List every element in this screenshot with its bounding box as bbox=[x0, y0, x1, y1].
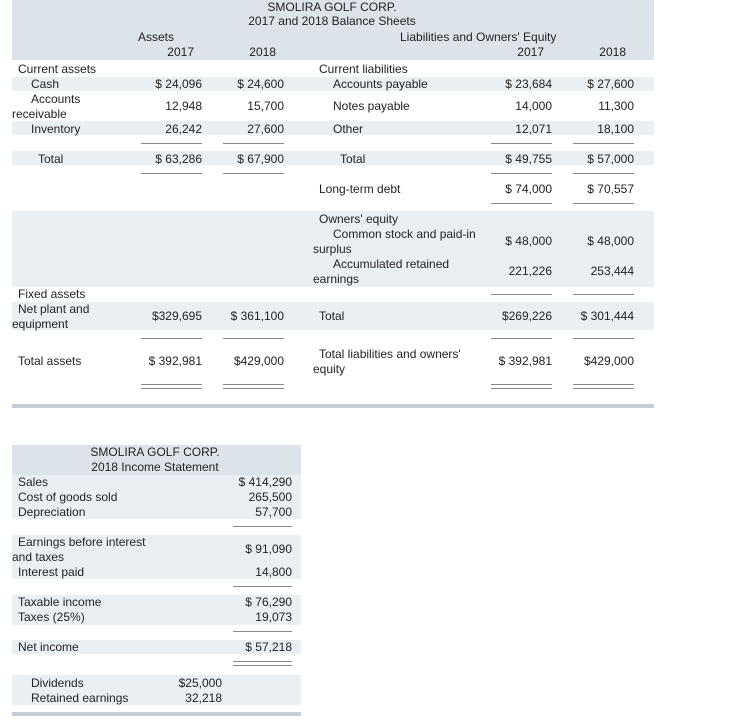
rule bbox=[233, 586, 292, 587]
ebit-value: $ 91,090 bbox=[245, 542, 292, 556]
total-le-2017: $269,226 bbox=[501, 309, 552, 323]
common-2018: $ 48,000 bbox=[587, 234, 634, 248]
income-bottom-bar bbox=[12, 712, 301, 716]
rule bbox=[573, 384, 634, 385]
retained-label-line1: Accumulated retained bbox=[333, 257, 450, 271]
balance-title: SMOLIRA GOLF CORP. bbox=[267, 0, 397, 14]
total-lo-label-line2: equity bbox=[313, 362, 346, 376]
other-label: Other bbox=[333, 122, 364, 136]
total-cl-2017: $ 49,755 bbox=[505, 152, 552, 166]
inventory-2017: 26,242 bbox=[165, 122, 202, 136]
income-subtitle: 2018 Income Statement bbox=[91, 460, 219, 474]
ltd-2018: $ 70,557 bbox=[587, 182, 634, 196]
rule bbox=[223, 173, 284, 174]
common-label-line1: Common stock and paid-in bbox=[333, 227, 476, 241]
inventory-2018: 27,600 bbox=[247, 122, 284, 136]
rule bbox=[223, 143, 284, 144]
ar-label-line2: receivable bbox=[12, 107, 67, 121]
rule bbox=[491, 384, 552, 385]
assets-header: Assets bbox=[138, 30, 175, 44]
rule bbox=[223, 384, 284, 385]
ltd-label: Long-term debt bbox=[319, 182, 401, 196]
net-income-label: Net income bbox=[18, 640, 79, 654]
total-cl-label: Total bbox=[340, 152, 366, 166]
rule bbox=[141, 173, 202, 174]
year-2018-assets: 2018 bbox=[249, 45, 276, 59]
ap-2018: $ 27,600 bbox=[587, 77, 634, 91]
rule bbox=[141, 143, 202, 144]
owners-equity-label: Owners' equity bbox=[319, 212, 398, 226]
rule bbox=[491, 173, 552, 174]
current-assets-label: Current assets bbox=[18, 62, 97, 76]
cash-label: Cash bbox=[31, 77, 60, 91]
liabilities-header: Liabilities and Owners' Equity bbox=[400, 30, 557, 44]
dividends-value: $25,000 bbox=[178, 676, 222, 690]
retained-2018: 253,444 bbox=[590, 264, 634, 278]
total-assets-2018: $429,000 bbox=[233, 354, 284, 368]
ar-label-line1: Accounts bbox=[31, 92, 81, 106]
cash-2017: $ 24,096 bbox=[155, 77, 202, 91]
rule bbox=[141, 388, 202, 389]
income-title: SMOLIRA GOLF CORP. bbox=[90, 445, 220, 459]
inventory-label: Inventory bbox=[31, 122, 81, 136]
rule bbox=[573, 388, 634, 389]
rule bbox=[233, 631, 292, 632]
common-label-line2: surplus bbox=[313, 242, 352, 256]
taxable-value: $ 76,290 bbox=[245, 595, 292, 609]
total-current-assets-label: Total bbox=[38, 152, 64, 166]
total-lo-2017: $ 392,981 bbox=[498, 354, 552, 368]
total-le-2018: $ 301,444 bbox=[580, 309, 634, 323]
dep-label: Depreciation bbox=[18, 505, 86, 519]
rule bbox=[141, 338, 202, 339]
total-assets-label: Total assets bbox=[18, 354, 82, 368]
ebit-label-line1: Earnings before interest bbox=[18, 535, 146, 549]
total-lo-label-line1: Total liabilities and owners' bbox=[319, 347, 461, 361]
np-2017: 14,000 bbox=[515, 99, 552, 113]
rule bbox=[491, 143, 552, 144]
row-band bbox=[12, 151, 654, 165]
total-assets-2017: $ 392,981 bbox=[148, 354, 202, 368]
cogs-value: 265,500 bbox=[248, 490, 292, 504]
ap-2017: $ 23,684 bbox=[505, 77, 552, 91]
rule bbox=[491, 388, 552, 389]
interest-label: Interest paid bbox=[18, 565, 85, 579]
rule bbox=[491, 203, 552, 204]
cash-2018: $ 24,600 bbox=[237, 77, 284, 91]
retained-earnings-value: 32,218 bbox=[185, 691, 222, 705]
total-current-assets-2017: $ 63,286 bbox=[155, 152, 202, 166]
total-lo-2018: $429,000 bbox=[583, 354, 634, 368]
ebit-label-line2: and taxes bbox=[12, 550, 65, 564]
rule bbox=[491, 338, 552, 339]
ltd-2017: $ 74,000 bbox=[505, 182, 552, 196]
retained-label-line2: earnings bbox=[313, 272, 360, 286]
rule bbox=[491, 294, 552, 295]
total-cl-2018: $ 57,000 bbox=[587, 152, 634, 166]
taxable-label: Taxable income bbox=[18, 595, 102, 609]
rule bbox=[223, 388, 284, 389]
rule bbox=[233, 665, 292, 666]
np-label: Notes payable bbox=[333, 99, 410, 113]
sales-value: $ 414,290 bbox=[238, 475, 292, 489]
total-le-label: Total bbox=[319, 309, 345, 323]
rule bbox=[573, 294, 634, 295]
total-current-assets-2018: $ 67,900 bbox=[237, 152, 284, 166]
year-2017-liabilities: 2017 bbox=[517, 45, 544, 59]
dep-value: 57,700 bbox=[255, 505, 292, 519]
taxes-value: 19,073 bbox=[255, 610, 292, 624]
year-2018-liabilities: 2018 bbox=[599, 45, 626, 59]
year-2017-assets: 2017 bbox=[167, 45, 194, 59]
ar-2018: 15,700 bbox=[247, 99, 284, 113]
rule bbox=[233, 661, 292, 662]
net-plant-label-line1: Net plant and bbox=[18, 302, 90, 316]
sales-label: Sales bbox=[18, 475, 49, 489]
net-income-value: $ 57,218 bbox=[245, 640, 292, 654]
rule bbox=[573, 338, 634, 339]
taxes-label: Taxes (25%) bbox=[18, 610, 85, 624]
rule bbox=[573, 173, 634, 174]
ar-2017: 12,948 bbox=[165, 99, 202, 113]
balance-bottom-bar bbox=[12, 404, 654, 408]
rule bbox=[573, 203, 634, 204]
common-2017: $ 48,000 bbox=[505, 234, 552, 248]
other-2018: 18,100 bbox=[597, 122, 634, 136]
np-2018: 11,300 bbox=[598, 99, 634, 113]
balance-subtitle: 2017 and 2018 Balance Sheets bbox=[248, 14, 416, 28]
ap-label: Accounts payable bbox=[333, 77, 428, 91]
other-2017: 12,071 bbox=[515, 122, 552, 136]
cogs-label: Cost of goods sold bbox=[18, 490, 118, 504]
net-plant-2017: $329,695 bbox=[151, 309, 202, 323]
net-plant-2018: $ 361,100 bbox=[230, 309, 284, 323]
net-plant-label-line2: equipment bbox=[12, 317, 69, 331]
retained-earnings-label: Retained earnings bbox=[31, 691, 129, 705]
rule bbox=[141, 384, 202, 385]
fixed-assets-label: Fixed assets bbox=[18, 287, 86, 301]
rule bbox=[573, 143, 634, 144]
dividends-label: Dividends bbox=[31, 676, 84, 690]
rule bbox=[223, 338, 284, 339]
current-liabilities-label: Current liabilities bbox=[319, 62, 408, 76]
interest-value: 14,800 bbox=[255, 565, 292, 579]
retained-2017: 221,226 bbox=[508, 264, 552, 278]
rule bbox=[233, 526, 292, 527]
